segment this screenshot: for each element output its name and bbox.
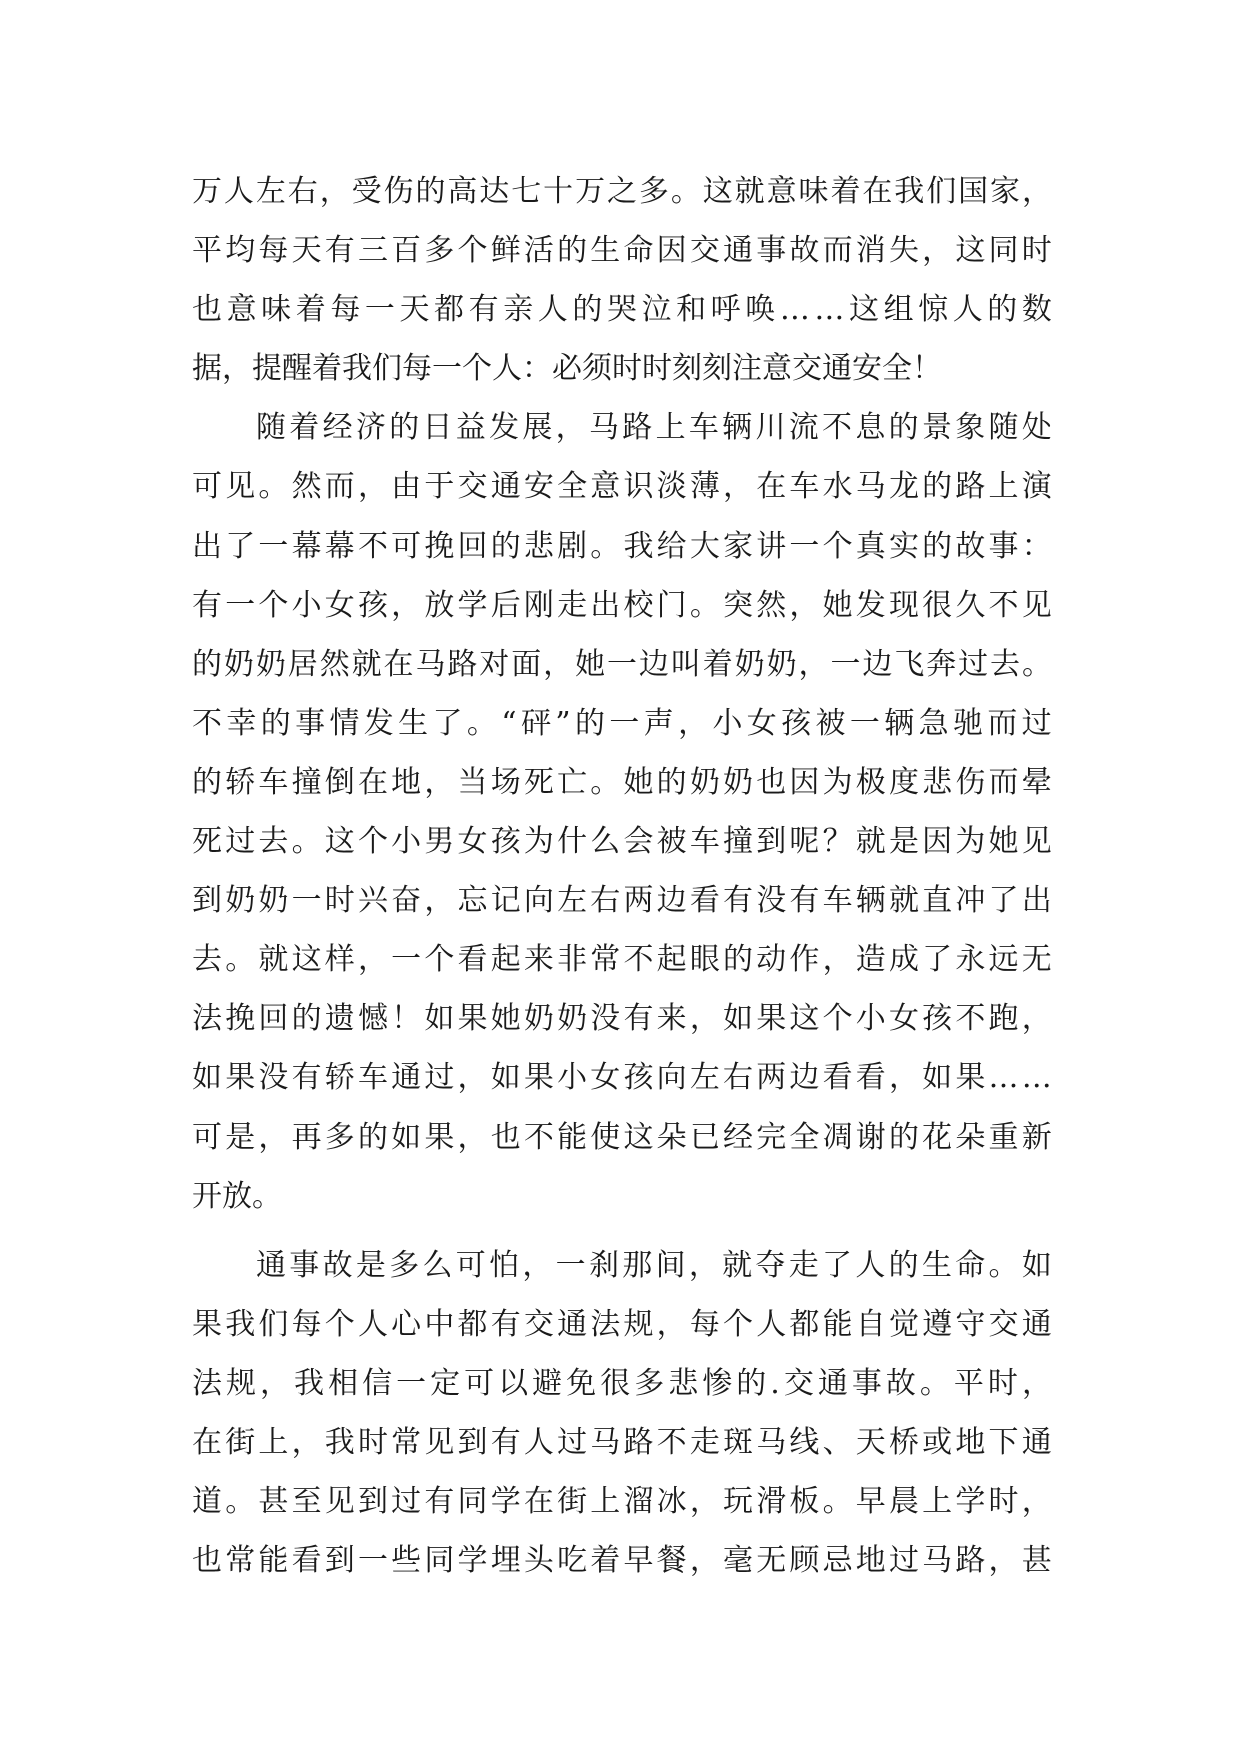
line-text: 也 常 能 看 到 一 些 同 学 埋 头 吃 着 早 餐 ， 毫 无 顾 忌 地 过 马 路 ， 甚 bbox=[192, 1543, 1052, 1579]
text-line bbox=[192, 162, 1052, 221]
line-text: 的 奶 奶 居 然 就 在 马 路 对 面 ， 她 一 边 叫 着 奶 奶 ， 一 边 飞 奔 过 去 。 bbox=[192, 646, 1052, 682]
line-text: 通 事 故 是 多 么 可 怕 ， 一 刹 那 间 ， 就 夺 走 了 人 的 生 命 。 如 bbox=[256, 1247, 1052, 1283]
line-text: 随 着 经 济 的 日 益 发 展 ， 马 路 上 车 辆 川 流 不 息 的 景 象 随 处 bbox=[256, 410, 1052, 446]
line-text: 也 意 味 着 每 一 天 都 有 亲 人 的 哭 泣 和 呼 唤 … … 这 组 惊 人 的 数 bbox=[192, 292, 1052, 328]
text-line bbox=[192, 1295, 1052, 1354]
line-text: 可 见 。 然 而 ， 由 于 交 通 安 全 意 识 淡 薄 ， 在 车 水 马 龙 的 路 上 演 bbox=[192, 469, 1052, 505]
text-line bbox=[192, 989, 1052, 1048]
text-line bbox=[192, 1472, 1052, 1531]
line-text: 道 。 甚 至 见 到 过 有 同 学 在 街 上 溜 冰 ， 玩 滑 板 。 早 晨 上 学 时 ， bbox=[192, 1484, 1052, 1520]
line-text: 出 了 一 幕 幕 不 可 挽 回 的 悲 剧 。 我 给 大 家 讲 一 个 真 实 的 故 事 ： bbox=[192, 528, 1052, 564]
document-body bbox=[192, 162, 1052, 1590]
text-line bbox=[192, 1354, 1052, 1413]
text-line bbox=[192, 1108, 1052, 1167]
line-text: 法 规 ， 我 相 信 一 定 可 以 避 免 很 多 悲 惨 的 . 交 通 事 故 。 平 时 ， bbox=[192, 1365, 1052, 1401]
text-line bbox=[192, 1413, 1052, 1472]
text-line bbox=[192, 221, 1052, 280]
text-line bbox=[192, 753, 1052, 812]
text-line bbox=[192, 871, 1052, 930]
paragraph-start-line bbox=[192, 1236, 1052, 1295]
text-line bbox=[192, 517, 1052, 576]
line-text: 到 奶 奶 一 时 兴 奋 ， 忘 记 向 左 右 两 边 看 有 没 有 车 辆 就 直 冲 了 出 bbox=[192, 883, 1052, 919]
text-line bbox=[192, 930, 1052, 989]
text-line bbox=[192, 1531, 1052, 1590]
line-text: 有 一 个 小 女 孩 ， 放 学 后 刚 走 出 校 门 。 突 然 ， 她 发 现 很 久 不 见 bbox=[192, 587, 1052, 623]
line-text: 去 。 就 这 样 ， 一 个 看 起 来 非 常 不 起 眼 的 动 作 ， 造 成 了 永 远 无 bbox=[192, 942, 1052, 978]
line-text: 平 均 每 天 有 三 百 多 个 鲜 活 的 生 命 因 交 通 事 故 而 消 失 ， 这 同 时 bbox=[192, 233, 1052, 269]
text-line bbox=[192, 812, 1052, 871]
text-line bbox=[192, 280, 1052, 339]
text-line bbox=[192, 576, 1052, 635]
text-line bbox=[192, 1167, 1052, 1226]
line-text: 如 果 没 有 轿 车 通 过 ， 如 果 小 女 孩 向 左 右 两 边 看 看 ， 如 果 … … bbox=[192, 1060, 1052, 1096]
paragraph-gap bbox=[192, 1226, 1052, 1236]
text-line bbox=[192, 457, 1052, 516]
text-line bbox=[192, 339, 1052, 398]
line-text: 的 轿 车 撞 倒 在 地 ， 当 场 死 亡 。 她 的 奶 奶 也 因 为 极 度 悲 伤 而 晕 bbox=[192, 764, 1052, 800]
text-line bbox=[192, 1048, 1052, 1107]
line-text: 果 我 们 每 个 人 心 中 都 有 交 通 法 规 ， 每 个 人 都 能 自 觉 遵 守 交 通 bbox=[192, 1306, 1052, 1342]
line-text: 死 过 去 。 这 个 小 男 女 孩 为 什 么 会 被 车 撞 到 呢 ？ 就 是 因 为 她 见 bbox=[192, 824, 1052, 860]
line-text: 法 挽 回 的 遗 憾 ！ 如 果 她 奶 奶 没 有 来 ， 如 果 这 个 小 女 孩 不 跑 ， bbox=[192, 1001, 1052, 1037]
line-text: 在 街 上 ， 我 时 常 见 到 有 人 过 马 路 不 走 斑 马 线 、 天 桥 或 地 下 通 bbox=[192, 1424, 1052, 1460]
text-line bbox=[192, 694, 1052, 753]
line-text: 开放。 bbox=[192, 1178, 282, 1214]
line-text: 不 幸 的 事 情 发 生 了 。 “ 砰 ” 的 一 声 ， 小 女 孩 被 一 辆 急 驰 而 过 bbox=[192, 705, 1052, 741]
line-text: 万 人 左 右 ， 受 伤 的 高 达 七 十 万 之 多 。 这 就 意 味 着 在 我 们 国 家 ， bbox=[192, 174, 1052, 209]
paragraph-start-line bbox=[192, 398, 1052, 457]
line-text: 据，提醒着我们每一个人：必须时时刻刻注意交通安全！ bbox=[192, 351, 942, 387]
line-text: 可 是 ， 再 多 的 如 果 ， 也 不 能 使 这 朵 已 经 完 全 凋 谢 的 花 朵 重 新 bbox=[192, 1119, 1052, 1155]
text-line bbox=[192, 635, 1052, 694]
